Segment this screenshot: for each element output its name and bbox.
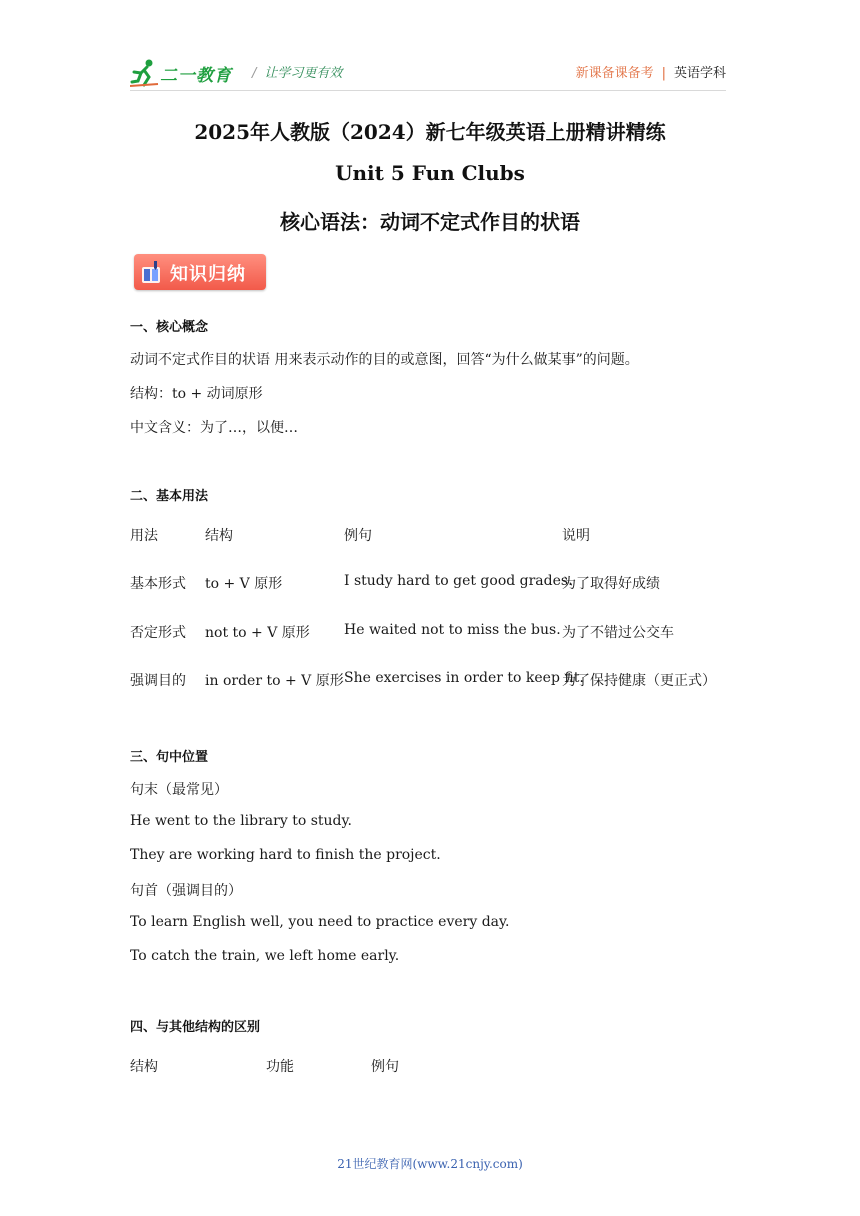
unit-title: Unit 5 Fun Clubs (335, 161, 525, 185)
header-divider (130, 90, 726, 91)
section3-heading: 三、句中位置 (130, 750, 209, 765)
section3-line: 句末（最常见） (130, 782, 228, 798)
table-header-cell: 例句 (344, 528, 372, 544)
topic-title: 核心语法：动词不定式作目的状语 (280, 210, 580, 234)
table-cell: She exercises in order to keep fit. (344, 670, 584, 686)
runner-logo-icon (130, 58, 160, 88)
table-header-cell: 结构 (205, 528, 233, 544)
subject-label: 英语学科 (673, 66, 726, 81)
section1-line: 结构：to + 动词原形 (130, 386, 263, 402)
table-header-cell: 例句 (371, 1059, 399, 1075)
table-header-cell: 结构 (130, 1059, 158, 1075)
section1-line: 动词不定式作目的状语 用来表示动作的目的或意图，回答“为什么做某事”的问题。 (130, 352, 639, 368)
section3-line: 句首（强调目的） (130, 883, 242, 899)
table-header-cell: 功能 (266, 1059, 294, 1075)
table-cell: in order to + V 原形 (205, 673, 344, 689)
logo-text: 二一教育 (160, 66, 232, 86)
header-right-label: 新课备课备考 (575, 66, 654, 81)
header-right (576, 62, 726, 81)
logo (130, 56, 250, 90)
slogan (252, 62, 342, 81)
section3-line: To catch the train, we left home early. (130, 948, 400, 964)
section3-line: They are working hard to finish the project. (130, 847, 441, 863)
table-cell: 为了取得好成绩 (562, 576, 660, 592)
slogan-text: 让学习更有效 (264, 66, 343, 81)
table-cell: 为了保持健康（更正式） (562, 673, 716, 689)
page-header (130, 56, 726, 92)
knowledge-badge (134, 254, 266, 290)
table-cell: 强调目的 (130, 673, 186, 689)
main-title: 2025年人教版（2024）新七年级英语上册精讲精练 (194, 120, 666, 144)
section1-line: 中文含义：为了…，以便… (130, 420, 298, 436)
badge-label: 知识归纳 (170, 264, 246, 285)
table-cell: 为了不错过公交车 (562, 625, 674, 641)
header-separator: | (661, 66, 666, 81)
section3-line: To learn English well, you need to practice every day. (130, 914, 510, 930)
table-header-cell: 说明 (562, 528, 590, 544)
table-cell: 基本形式 (130, 576, 186, 592)
table-cell: not to + V 原形 (205, 625, 310, 641)
book-pen-icon (140, 259, 162, 285)
page-footer: 21世纪教育网(www.21cnjy.com) (337, 1157, 523, 1171)
table-cell: I study hard to get good grades. (344, 573, 573, 589)
section1-heading: 一、核心概念 (130, 320, 209, 335)
table-cell: to + V 原形 (205, 576, 283, 592)
table-cell: He waited not to miss the bus. (344, 622, 561, 638)
section2-heading: 二、基本用法 (130, 489, 209, 504)
section3-line: He went to the library to study. (130, 813, 352, 829)
slash-divider-icon: / (252, 66, 257, 81)
table-cell: 否定形式 (130, 625, 186, 641)
table-header-cell: 用法 (130, 528, 158, 544)
section4-heading: 四、与其他结构的区别 (130, 1020, 261, 1035)
